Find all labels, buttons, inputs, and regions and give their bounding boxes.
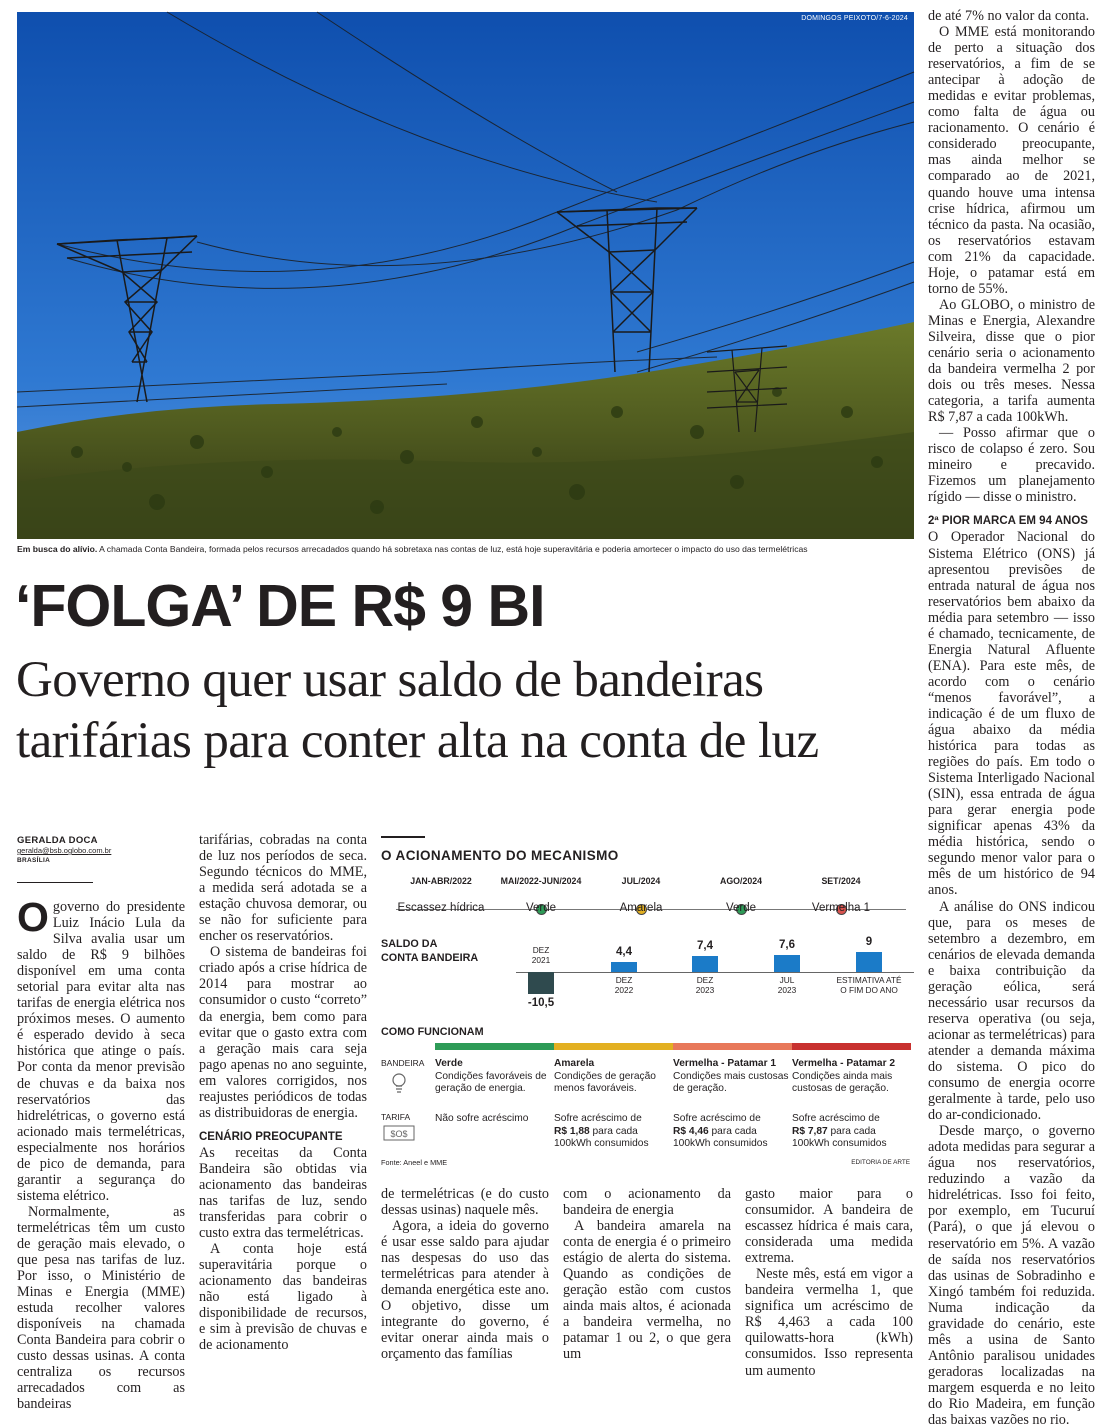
art-credit: EDITORIA DE ARTE <box>851 1159 910 1166</box>
author-email[interactable]: geralda@bsb.oglobo.com.br <box>17 846 112 855</box>
saldo-value-label: 4,4 <box>616 946 632 959</box>
paragraph: Ao GLOBO, o ministro de Minas e Energia, Alexandre Silveira, disse que o pior cenário seria o acionamento da bandeira vermelha 2 por dois ou três meses. Nessa categoria, a tarifa aumenta R$ 7,87 a cada 100kWh. <box>928 296 1095 426</box>
photo-caption <box>17 543 917 555</box>
paragraph: Normalmente, as termelétricas têm um custo de geração mais elevado, o que pesa nas tarifas de luz. Por isso, o Ministério de Minas e Energia (MME) estuda recolher valores disponíveis na chamada Conta Bandeira para cobrir o custo dessas usinas. A conta centraliza os recursos arrecadados com as bandeiras <box>17 1203 185 1413</box>
lightbulb-icon <box>391 1072 407 1094</box>
paragraph: O MME está monitorando de perto a situação dos reservatórios, a fim de se antecipar à adoção de medidas e evitar problemas, como falta de água ou racionamento. O cenário é considerado preocupante, mas ainda melhor se comparado ao de 2021, quando houve uma intensa crise hídrica, afirmou um técnico da pasta. Na ocasião, os reservatórios estavam com 21% da capacidade. Hoje, o patamar está em torno de 55%. <box>928 24 1095 297</box>
article-col-2 <box>199 832 367 1353</box>
byline-rule <box>17 882 93 883</box>
byline <box>17 836 187 866</box>
saldo-category-label: DEZ 2021 <box>531 945 551 965</box>
paragraph: Agora, a ideia do governo é usar esse saldo para ajudar nas despesas do uso das termelétricas para atender à demanda energética este ano. O objetivo, disse um integrante do governo, é evitar onerar ainda mais o orçamento das famílias <box>381 1218 549 1363</box>
saldo-bar <box>528 972 554 994</box>
paragraph: — Posso afirmar que o risco de colapso é zero. Sou mineiro e precavido. Fizemos um planejamento rígido — disse o ministro. <box>928 425 1095 506</box>
saldo-bar <box>692 956 718 972</box>
como-funcionam-title: COMO FUNCIONAM <box>381 1026 484 1038</box>
saldo-bar <box>856 952 882 972</box>
band-tariff: Sofre acréscimo de R$ 1,88 para cada 100kWh consumidos <box>554 1113 649 1150</box>
band-color-strip <box>554 1043 673 1050</box>
saldo-bar <box>774 955 800 972</box>
band-color-strip <box>435 1043 554 1050</box>
paragraph: A análise do ONS indicou que, para os meses de setembro a dezembro, em cenários de elevada demanda e baixa contribuição da geração eólica, será necessário usar recursos da reserva operativa (ou seja, acionar as termelétricas) para atender a demanda máxima do sistema. O pico do consumo de energia ocorre geralmente à tarde, pelo uso do ar-condicionado. <box>928 898 1095 1124</box>
caption-lead: Em busca do alívio. <box>17 544 98 554</box>
band-color-strip <box>673 1043 792 1050</box>
deck: Governo quer usar saldo de bandeiras tarifárias para conter alta na conta de luz <box>16 652 819 769</box>
timeline-date: JAN-ABR/2022 <box>410 876 472 886</box>
paragraph: As receitas da Conta Bandeira são obtidas via acionamento das bandeiras nas tarifas de luz, sendo transferidas para cobrir o custo extra das termelétricas. <box>199 1144 367 1242</box>
article-col-4 <box>563 1186 731 1363</box>
article-col-5 <box>745 1186 913 1379</box>
timeline-label: Verde <box>525 902 557 914</box>
timeline-date: JUL/2024 <box>621 876 661 886</box>
article-col-6 <box>928 8 1095 1428</box>
saldo-category-label: ESTIMATIVA ATÉ O FIM DO ANO <box>836 975 902 995</box>
saldo-category-label: DEZ 2022 <box>614 975 634 995</box>
article-col-1 <box>17 894 185 1413</box>
saldo-value-label: 7,4 <box>697 939 713 952</box>
timeline-label: Escassez hídrica <box>397 902 485 914</box>
infographic <box>381 836 914 1176</box>
money-icon <box>383 1125 415 1141</box>
band-color-strip <box>792 1043 911 1050</box>
band-description: Amarela Condições de geração menos favoráveis. <box>554 1058 656 1095</box>
paragraph: Neste mês, está em vigor a bandeira vermelha 1, que significa um acréscimo de R$ 4,463 a cada 100 quilowatts-hora (kWh) consumidos. Isso representa um aumento <box>745 1266 913 1379</box>
band-tariff: Sofre acréscimo de R$ 7,87 para cada 100kWh consumidos <box>792 1113 887 1150</box>
timeline-date: MAI/2022-JUN/2024 <box>500 876 582 886</box>
timeline-label: Vermelha 1 <box>811 902 871 914</box>
article-col-3 <box>381 1186 549 1363</box>
saldo-title: SALDO DA CONTA BANDEIRA <box>381 938 479 964</box>
photo-credit: DOMINGOS PEIXOTO/7-6-2024 <box>801 15 908 22</box>
timeline-date: AGO/2024 <box>719 876 763 886</box>
chart-zero-line <box>516 972 914 973</box>
band-description: Verde Condições favoráveis de geração de energia. <box>435 1058 547 1095</box>
band-tariff: Sofre acréscimo de R$ 4,46 para cada 100kWh consumidos <box>673 1113 768 1150</box>
drop-cap: O <box>17 894 49 940</box>
svg-text:$O$: $O$ <box>390 1129 408 1139</box>
saldo-bar <box>611 962 637 972</box>
band-description: Vermelha - Patamar 2 Condições ainda mais custosas de geração. <box>792 1058 896 1095</box>
paragraph: Desde março, o governo adota medidas para segurar a água nos reservatórios, reduzindo a vazão da hidrelétricas. Isso foi feito, por exemplo, em Tucuruí (Pará), o que já elevou o reservatório em 5%. A vazão de saída nos reservatórios das usinas de Sobradinho e Xingó também foi reduzida. Numa indicação da gravidade do cenário, este mês a usina de Santo Antônio paralisou unidades geradoras localizadas na margem esquerda e no leito do Rio Madeira, em função das baixas vazões no rio. <box>928 1123 1095 1428</box>
saldo-value-label: -10,5 <box>527 997 555 1010</box>
subhead: 2ª PIOR MARCA EM 94 ANOS <box>928 515 1088 528</box>
infographic-rule <box>381 836 425 838</box>
saldo-category-label: DEZ 2023 <box>695 975 715 995</box>
paragraph: O Operador Nacional do Sistema Elétrico (ONS) já apresentou previsões de entrada natural de água nos reservatórios bem abaixo da média para setembro — isso é chamado, tecnicamente, de Energia Natural Afluente (ENA). Para este mês, de acordo com o cenário “menos favorável”, a indicação é de um fluxo de água abaixo da média histórica para todas as regiões do país. Em todo o Sistema Interligado Nacional (SIN), essa entrada de água para gerar energia pode significar apenas 43% da média histórica, sendo o segundo menor valor para o mês de um histórico de 94 anos. <box>928 529 1095 899</box>
paragraph: Ogoverno do presidente Luiz Inácio Lula da Silva avalia usar um saldo de R$ 9 bilhões disponível em uma conta setorial para evitar alta nas tarifas de energia elétrica nos próximos meses. O aumento é esperado devido à seca histórica que atinge o país. Por conta da menor previsão de chuvas e da baixa nos reservatórios das hidrelétricas, o governo está acionado mais termelétricas, especialmente nos horários de pico de demanda, para garantir a segurança do sistema elétrico. <box>17 894 185 1204</box>
saldo-category-label: JUL 2023 <box>777 975 797 995</box>
caption-text: A chamada Conta Bandeira, formada pelos recursos arrecadados quando há sobretaxa nas contas de luz, está hoje superavitária e poderia amortecer o impacto do uso das termelétricas <box>97 544 808 554</box>
band-tariff: Não sofre acréscimo <box>435 1113 529 1124</box>
saldo-value-label: 7,6 <box>779 939 795 952</box>
row-label-tarifa: TARIFA <box>381 1112 411 1122</box>
paragraph: de até 7% no valor da conta. <box>928 8 1090 24</box>
lead-photo <box>17 12 914 539</box>
saldo-value-label: 9 <box>865 936 873 948</box>
paragraph: O sistema de bandeiras foi criado após a crise hídrica de 2014 para mostrar ao consumidor o custo “correto” da energia, bem como para evitar que o gasto extra com a geração mais cara seja pago apenas no ano seguinte, em valores corrigidos, nos reajustes periódicos de todas as distribuidoras de energia. <box>199 944 367 1121</box>
paragraph: com o acionamento da bandeira de energia <box>563 1186 731 1219</box>
paragraph: tarifárias, cobradas na conta de luz nos períodos de seca. Segundo técnicos do MME, a medida será adotada se a estação chuvosa demorar, ou se não for suficiente para encher os reservatórios. <box>199 832 367 945</box>
band-description: Vermelha - Patamar 1 Condições mais custosas de geração. <box>673 1058 789 1095</box>
paragraph: gasto maior para o consumidor. A bandeira de escassez hídrica é mais cara, considerada uma medida extrema. <box>745 1186 913 1267</box>
timeline-label: Verde <box>725 902 757 914</box>
timeline-label: Amarela <box>619 902 663 914</box>
infographic-title: O ACIONAMENTO DO MECANISMO <box>381 848 619 863</box>
author-name: GERALDA DOCA <box>17 835 98 846</box>
timeline-date: SET/2024 <box>821 876 861 886</box>
paragraph: de termelétricas (e do custo dessas usinas) naquele mês. <box>381 1186 549 1219</box>
row-label-bandeira: BANDEIRA <box>381 1058 425 1068</box>
paragraph: A conta hoje está superavitária porque o acionamento das bandeiras não está ligado à disponibilidade de recursos, e sim à previsão de chuvas e de acionamento <box>199 1241 367 1354</box>
source-note: Fonte: Aneel e MME <box>381 1158 448 1167</box>
paragraph: A bandeira amarela na conta de energia é o primeiro estágio de alerta do sistema. Quando as condições de geração estão com custos ainda mais altos, é acionada a bandeira vermelha, no patamar 1 ou 2, o que gera um <box>563 1218 731 1363</box>
subhead: CENÁRIO PREOCUPANTE <box>199 1130 343 1143</box>
headline: ‘FOLGA’ DE R$ 9 BI <box>15 573 545 639</box>
dateline-city: BRASÍLIA <box>17 857 51 864</box>
power-lines-photo <box>17 12 914 539</box>
